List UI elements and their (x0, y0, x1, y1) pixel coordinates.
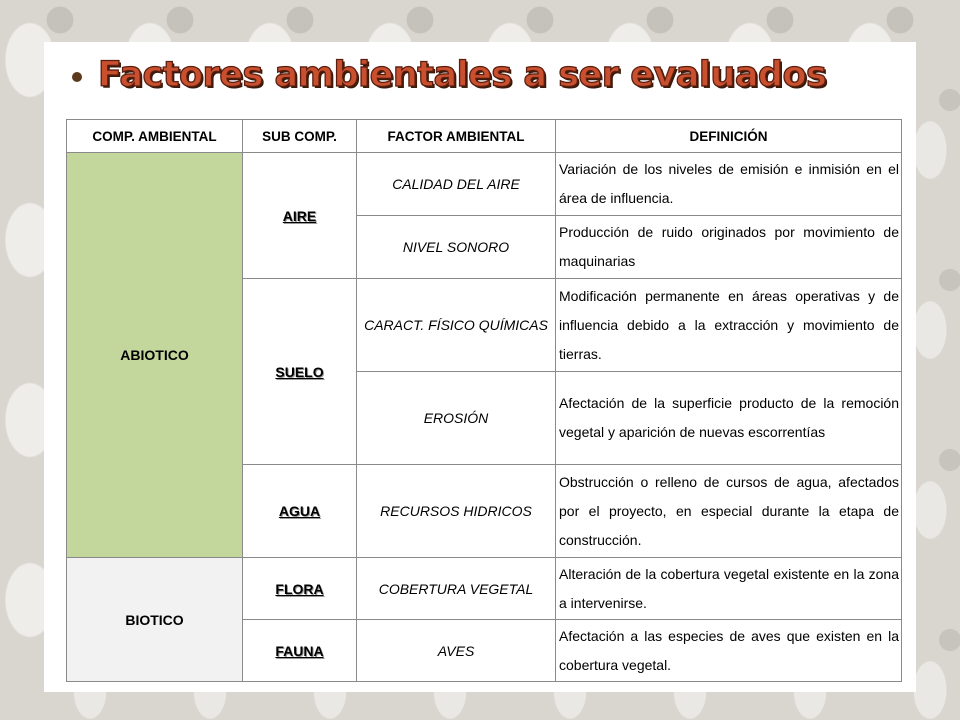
factor-cell: CALIDAD DEL AIRE (357, 153, 556, 216)
sub-suelo-label: SUELO (275, 363, 324, 380)
sub-agua-label: AGUA (278, 503, 321, 519)
comp-biotico: BIOTICO (67, 558, 243, 682)
factor-cell: CARACT. FÍSICO QUÍMICAS (357, 279, 556, 372)
factor-cell: COBERTURA VEGETAL (357, 558, 556, 620)
definition-cell: Afectación a las especies de aves que existen en la cobertura vegetal. (556, 620, 902, 682)
header-sub-comp: SUB COMP. (243, 120, 357, 153)
sub-fauna-label: FAUNA (275, 642, 324, 659)
comp-abiotico: ABIOTICO (67, 153, 243, 558)
table-header-row (67, 120, 902, 153)
table-row (67, 153, 902, 216)
sub-aire-label: AIRE (282, 207, 317, 224)
factor-cell: EROSIÓN (357, 372, 556, 465)
definition-cell: Obstrucción o relleno de cursos de agua, afectados por el proyecto, en especial durante la etapa de construcción. (556, 465, 902, 558)
definition-cell: Variación de los niveles de emisión e inmisión en el área de influencia. (556, 153, 902, 216)
title-row (72, 50, 826, 100)
sub-flora-label: FLORA (275, 580, 324, 597)
factor-cell: RECURSOS HIDRICOS (357, 465, 556, 558)
sub-agua (243, 465, 357, 558)
definition-cell: Afectación de la superficie producto de la remoción vegetal y aparición de nuevas escorrentías (556, 372, 902, 465)
slide-title: Factores ambientales a ser evaluados (98, 55, 827, 95)
definition-cell: Modificación permanente en áreas operativas y de influencia debido a la extracción y movimiento de tierras. (556, 279, 902, 372)
header-factor-ambiental: FACTOR AMBIENTAL (357, 120, 556, 153)
header-comp-ambiental: COMP. AMBIENTAL (67, 120, 243, 153)
definition-cell: Producción de ruido originados por movimiento de maquinarias (556, 216, 902, 279)
sub-aire (243, 153, 357, 279)
sub-flora (243, 558, 357, 620)
sub-fauna (243, 620, 357, 682)
factors-table (66, 119, 902, 682)
bullet-icon (72, 72, 82, 82)
factor-cell: NIVEL SONORO (357, 216, 556, 279)
factor-cell: AVES (357, 620, 556, 682)
header-definicion: DEFINICIÓN (556, 120, 902, 153)
table-row (67, 558, 902, 620)
sub-suelo (243, 279, 357, 465)
definition-cell: Alteración de la cobertura vegetal existente en la zona a intervenirse. (556, 558, 902, 620)
slide (44, 42, 916, 692)
